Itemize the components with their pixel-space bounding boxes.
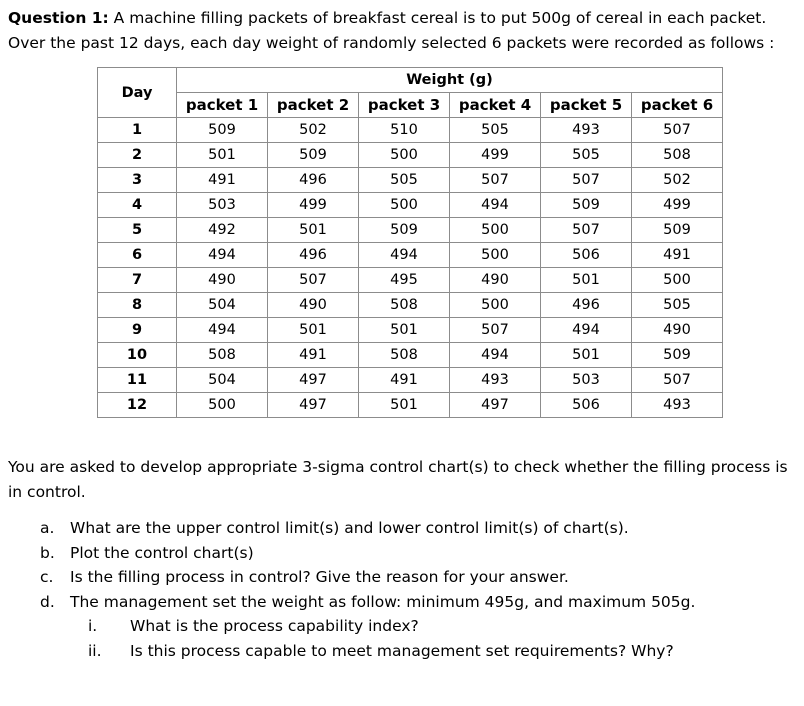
weight-cell: 506 [541, 243, 632, 268]
weight-cell: 496 [268, 168, 359, 193]
weight-cell: 510 [359, 118, 450, 143]
packet-header: packet 3 [359, 93, 450, 118]
weight-cell: 505 [632, 293, 723, 318]
list-item-b [40, 541, 695, 566]
weight-cell: 502 [632, 168, 723, 193]
table-row [98, 218, 723, 243]
weight-cell: 494 [541, 318, 632, 343]
table-row [98, 243, 723, 268]
packet-header: packet 1 [177, 93, 268, 118]
weight-cell: 509 [359, 218, 450, 243]
weight-cell: 502 [268, 118, 359, 143]
day-cell: 5 [98, 218, 177, 243]
packet-header: packet 2 [268, 93, 359, 118]
day-cell: 7 [98, 268, 177, 293]
weight-cell: 504 [177, 293, 268, 318]
weight-cell: 505 [450, 118, 541, 143]
weight-cell: 494 [177, 318, 268, 343]
weight-cell: 494 [177, 243, 268, 268]
weight-cell: 505 [359, 168, 450, 193]
table-row [98, 118, 723, 143]
weight-cell: 509 [632, 218, 723, 243]
table-row [98, 393, 723, 418]
weight-cell: 501 [541, 268, 632, 293]
table-row [98, 318, 723, 343]
weight-cell: 493 [632, 393, 723, 418]
table-row [98, 293, 723, 318]
weight-cell: 496 [541, 293, 632, 318]
weight-cell: 509 [632, 343, 723, 368]
table-body [98, 118, 723, 418]
weight-cell: 501 [359, 318, 450, 343]
item-label: c. [40, 568, 54, 586]
weight-cell: 508 [177, 343, 268, 368]
weight-cell: 507 [268, 268, 359, 293]
item-text: The management set the weight as follow: minimum 495g, and maximum 505g. [70, 592, 696, 611]
packet-header: packet 4 [450, 93, 541, 118]
table-row [98, 343, 723, 368]
question-label: Question 1: [8, 9, 109, 27]
weight-cell: 503 [541, 368, 632, 393]
table-row [98, 193, 723, 218]
weight-cell: 505 [541, 143, 632, 168]
day-cell: 9 [98, 318, 177, 343]
weight-cell: 501 [541, 343, 632, 368]
weight-cell: 490 [268, 293, 359, 318]
weight-cell: 490 [632, 318, 723, 343]
weight-cell: 496 [268, 243, 359, 268]
question-text [8, 6, 798, 56]
weight-cell: 500 [450, 218, 541, 243]
table-row [98, 143, 723, 168]
weight-cell: 497 [450, 393, 541, 418]
weight-cell: 507 [450, 168, 541, 193]
item-label: d. [40, 592, 55, 611]
weight-cell: 508 [359, 343, 450, 368]
weight-cell: 507 [632, 368, 723, 393]
weight-cell: 491 [268, 343, 359, 368]
sub-item-text: Is this process capable to meet management set requirements? Why? [130, 641, 674, 660]
weight-cell: 500 [450, 243, 541, 268]
weight-cell: 500 [450, 293, 541, 318]
weight-cell: 497 [268, 368, 359, 393]
weight-cell: 491 [359, 368, 450, 393]
weight-cell: 490 [450, 268, 541, 293]
table-row [98, 168, 723, 193]
day-cell: 12 [98, 393, 177, 418]
weight-cell: 503 [177, 193, 268, 218]
question-list [40, 516, 695, 663]
weight-cell: 491 [177, 168, 268, 193]
weight-cell: 509 [177, 118, 268, 143]
weight-cell: 493 [541, 118, 632, 143]
table-row [98, 368, 723, 393]
weight-cell: 509 [268, 143, 359, 168]
weight-cell: 500 [632, 268, 723, 293]
day-cell: 6 [98, 243, 177, 268]
weight-cell: 504 [177, 368, 268, 393]
weight-cell: 507 [632, 118, 723, 143]
weight-cell: 493 [450, 368, 541, 393]
question-body: A machine filling packets of breakfast cereal is to put 500g of cereal in each packet. Over the past 12 days, each day weight of randomly selected 6 packets were recorded as follows : [8, 9, 775, 52]
item-text: Is the filling process in control? Give the reason for your answer. [70, 568, 569, 586]
weight-cell: 508 [632, 143, 723, 168]
weight-cell: 507 [541, 168, 632, 193]
item-text: Plot the control chart(s) [70, 543, 254, 562]
sub-item-text: What is the process capability index? [130, 617, 419, 635]
weight-cell: 500 [359, 143, 450, 168]
list-item-d [40, 590, 695, 615]
weight-cell: 499 [268, 193, 359, 218]
day-header: Day [98, 68, 177, 118]
day-cell: 11 [98, 368, 177, 393]
weight-cell: 500 [177, 393, 268, 418]
weight-cell: 494 [359, 243, 450, 268]
weight-cell: 494 [450, 343, 541, 368]
weight-cell: 494 [450, 193, 541, 218]
packet-header: packet 6 [632, 93, 723, 118]
packet-header: packet 5 [541, 93, 632, 118]
item-label: b. [40, 543, 55, 562]
weight-cell: 501 [359, 393, 450, 418]
day-cell: 10 [98, 343, 177, 368]
table-row [98, 268, 723, 293]
weight-group-header: Weight (g) [177, 68, 723, 93]
packet-header-row [98, 93, 723, 118]
item-label: a. [40, 519, 55, 537]
weight-cell: 507 [541, 218, 632, 243]
day-cell: 1 [98, 118, 177, 143]
weight-cell: 509 [541, 193, 632, 218]
item-text: What are the upper control limit(s) and lower control limit(s) of chart(s). [70, 519, 629, 537]
weight-cell: 501 [268, 318, 359, 343]
weight-cell: 506 [541, 393, 632, 418]
weight-cell: 491 [632, 243, 723, 268]
sub-item-label: i. [88, 617, 98, 635]
intro-text: You are asked to develop appropriate 3-sigma control chart(s) to check whether the filling process is in control. [8, 458, 788, 501]
weight-cell: 495 [359, 268, 450, 293]
day-cell: 8 [98, 293, 177, 318]
weight-cell: 499 [450, 143, 541, 168]
weight-cell: 507 [450, 318, 541, 343]
weight-table [97, 67, 723, 418]
weight-cell: 501 [177, 143, 268, 168]
sub-item-ii [88, 639, 695, 664]
list-item-c [40, 565, 695, 590]
weight-cell: 508 [359, 293, 450, 318]
sub-item-i [88, 614, 695, 639]
list-item-a [40, 516, 695, 541]
day-cell: 2 [98, 143, 177, 168]
weight-cell: 499 [632, 193, 723, 218]
sub-item-label: ii. [88, 641, 102, 660]
day-cell: 4 [98, 193, 177, 218]
weight-cell: 500 [359, 193, 450, 218]
weight-cell: 492 [177, 218, 268, 243]
weight-cell: 490 [177, 268, 268, 293]
weight-cell: 497 [268, 393, 359, 418]
day-cell: 3 [98, 168, 177, 193]
weight-cell: 501 [268, 218, 359, 243]
